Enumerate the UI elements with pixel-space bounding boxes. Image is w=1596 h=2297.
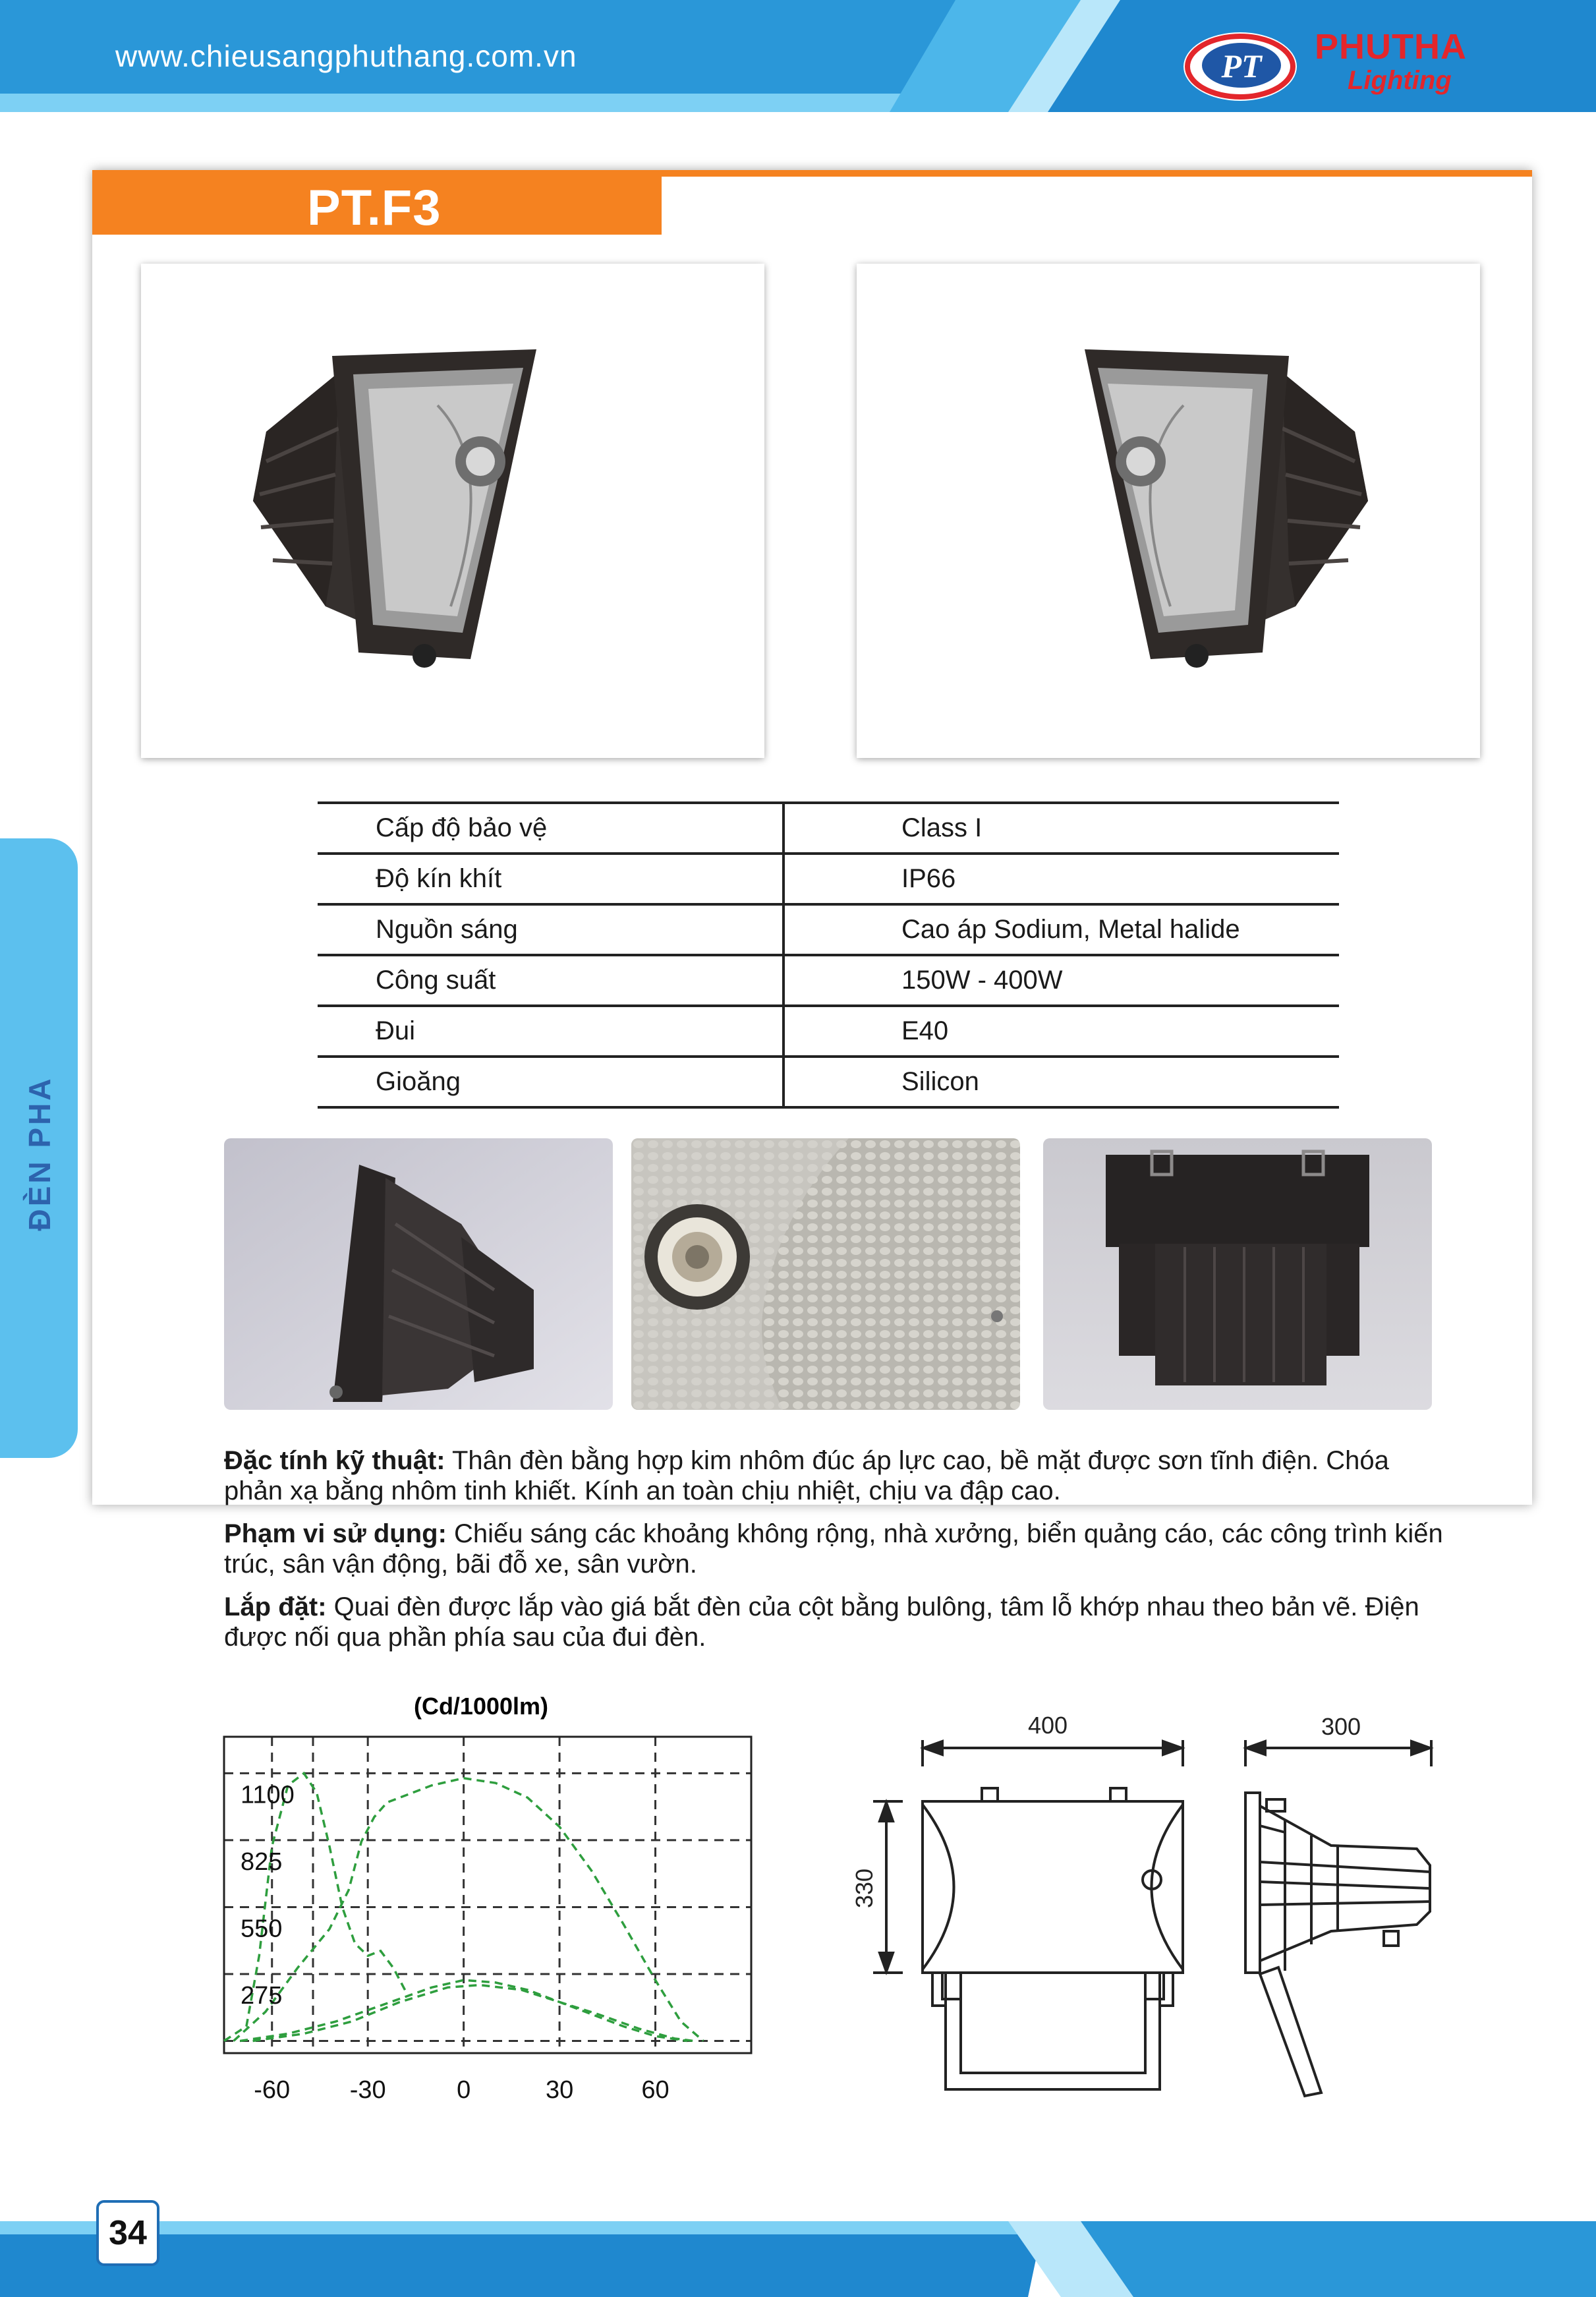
spec-row xyxy=(318,904,1339,955)
install-paragraph xyxy=(224,1592,1450,1652)
detail-photo-side xyxy=(224,1138,613,1410)
chart-x-tick-label: 60 xyxy=(641,2076,670,2104)
chart-title: (Cd/1000lm) xyxy=(413,1693,549,1720)
brand-name: PHUTHA xyxy=(1315,27,1467,67)
usage-text: Chiếu sáng các khoảng không rộng, nhà xưởng, biển quảng cáo, các công trình kiến trúc, sân vận động, bãi đỗ xe, sân vườn. xyxy=(224,1519,1443,1579)
product-photo-right xyxy=(857,264,1480,758)
spec-key: Cấp độ bảo vệ xyxy=(318,803,784,854)
spec-row xyxy=(318,955,1339,1006)
spec-row xyxy=(318,1006,1339,1057)
logo-text: PT xyxy=(1221,47,1262,84)
detail-photo-back xyxy=(1043,1138,1432,1410)
chart-x-tick-label: 0 xyxy=(457,2076,471,2104)
spec-value: Silicon xyxy=(784,1057,1339,1107)
spec-row xyxy=(318,854,1339,904)
chart-x-tick-label: -60 xyxy=(254,2076,291,2104)
product-title: PT.F3 xyxy=(307,180,442,236)
page-number: 34 xyxy=(96,2200,159,2266)
dimension-drawing xyxy=(850,1707,1496,2103)
width-label: 400 xyxy=(1027,1712,1068,1739)
height-label: 330 xyxy=(851,1868,878,1909)
spec-value: 150W - 400W xyxy=(784,955,1339,1006)
footer-band xyxy=(0,2201,1596,2297)
spec-key: Nguồn sáng xyxy=(318,904,784,955)
spec-value: IP66 xyxy=(784,854,1339,904)
install-label: Lắp đặt: xyxy=(224,1592,327,1621)
category-side-tab-label: ĐÈN PHA xyxy=(22,1076,57,1231)
features-label: Đặc tính kỹ thuật: xyxy=(224,1446,445,1475)
spec-key: Công suất xyxy=(318,955,784,1006)
chart-y-tick-label: 825 xyxy=(241,1847,283,1876)
site-url[interactable]: www.chieusangphuthang.com.vn xyxy=(115,39,577,73)
spec-key: Gioăng xyxy=(318,1057,784,1107)
spec-value: Cao áp Sodium, Metal halide xyxy=(784,904,1339,955)
chart-y-tick-label: 1100 xyxy=(241,1781,295,1809)
usage-paragraph xyxy=(224,1519,1450,1579)
install-text: Quai đèn được lắp vào giá bắt đèn của cột bằng bulông, tâm lỗ khớp nhau theo bản vẽ. Điện được nối qua phần phía sau của đui đèn. xyxy=(224,1592,1419,1652)
spec-table xyxy=(318,801,1339,1109)
product-photo-left xyxy=(141,264,764,758)
spec-row xyxy=(318,1057,1339,1107)
chart-series-line xyxy=(234,1778,704,2041)
detail-photo-reflector xyxy=(631,1138,1020,1410)
chart-x-tick-label: -30 xyxy=(349,2076,386,2104)
spec-value: E40 xyxy=(784,1006,1339,1057)
phutha-logo-icon xyxy=(1181,30,1299,103)
features-paragraph xyxy=(224,1445,1450,1506)
chart-y-tick-label: 275 xyxy=(241,1982,283,2010)
spec-row xyxy=(318,803,1339,854)
chart-x-tick-label: 30 xyxy=(545,2076,574,2104)
spec-key: Đui xyxy=(318,1006,784,1057)
brand-sub: Lighting xyxy=(1348,66,1452,95)
chart-y-tick-label: 550 xyxy=(241,1915,283,1943)
spec-key: Độ kín khít xyxy=(318,854,784,904)
light-distribution-chart xyxy=(217,1691,771,2112)
features-text: Thân đèn bằng hợp kim nhôm đúc áp lực cao, bề mặt được sơn tĩnh điện. Chóa phản xạ bằng nhôm tinh khiết. Kính an toàn chịu nhiệt, chịu va đập cao. xyxy=(224,1446,1389,1505)
chart-series-line xyxy=(253,1985,694,2041)
depth-label: 300 xyxy=(1321,1713,1361,1740)
usage-label: Phạm vi sử dụng: xyxy=(224,1519,447,1548)
spec-value: Class I xyxy=(784,803,1339,854)
